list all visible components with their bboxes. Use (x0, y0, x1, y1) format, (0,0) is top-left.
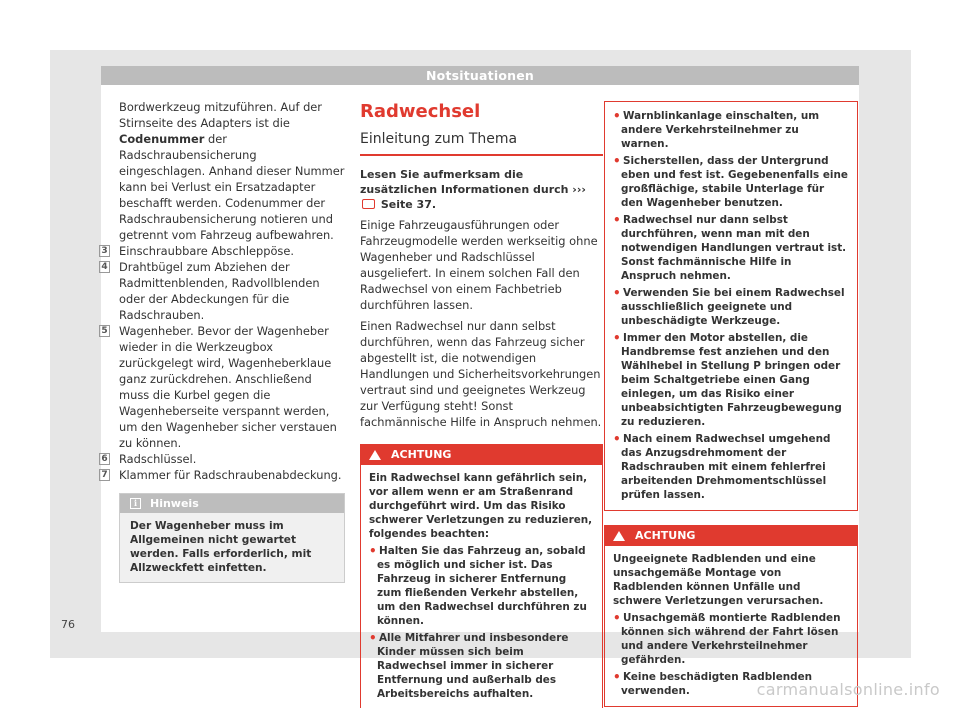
item-number-badge: 3 (99, 245, 110, 257)
warning-bullets (369, 544, 594, 701)
bullet-item: • Nach einem Radwechsel umgehend das Anzugsdrehmoment der Radschrauben mit einem fehlerfrei arbeitenden Drehmomentschlüssel prüfen lassen. (613, 432, 849, 502)
item-text: Klammer für Radschraubenabdeckung. (119, 468, 342, 482)
warning-intro: Ein Radwechsel kann gefährlich sein, vor allem wenn er am Straßenrand durchgeführt wird. Um das Risiko schwerer Verletzungen zu reduzieren, folgendes beachten: (369, 472, 593, 540)
note-text: Der Wagenheber muss im Allgemeinen nicht gewartet werden. Falls erforderlich, mit Allzweckfett einfetten. (120, 513, 344, 582)
warning-triangle-icon (369, 450, 381, 460)
tool-list-item (101, 243, 345, 259)
chapter-header: Notsituationen (101, 66, 859, 85)
info-icon: i (130, 498, 141, 509)
bullet-item: • Warnblinkanlage einschalten, um andere Verkehrsteilnehmer zu warnen. (613, 109, 849, 151)
warning-triangle-icon (613, 531, 625, 541)
item-number-badge: 6 (99, 453, 110, 465)
tool-list-item (101, 323, 345, 451)
warning-box-continued (604, 101, 858, 511)
lead-paragraph: Lesen Sie aufmerksam die zusätzlichen Informationen durch ››› Seite 37. (360, 168, 586, 211)
page-reference-link[interactable]: Seite 37. (380, 198, 437, 211)
note-box (119, 493, 345, 583)
left-column (101, 99, 345, 583)
item-text: Drahtbügel zum Abziehen der Radmittenblenden, Radvollblenden oder der Abdeckungen für die Radschrauben. (119, 260, 320, 322)
warning-title: ACHTUNG (635, 529, 696, 542)
paragraph-1: Einige Fahrzeugausführungen oder Fahrzeugmodelle werden werkseitig ohne Wagenheber und Radschlüssel ausgeliefert. In einem solchen Fall den Radwechsel von einem Fachbetrieb durchführen lassen. (360, 218, 598, 312)
tool-list-item (101, 259, 345, 323)
bullet-item: • Halten Sie das Fahrzeug an, sobald es möglich und sicher ist. Das Fahrzeug in sicherer Entfernung zum fließenden Verkehr abstellen, um den Radwechsel durchführen zu können. (369, 544, 594, 628)
note-title: Hinweis (150, 497, 199, 510)
bullet-item: • Radwechsel nur dann selbst durchführen, wenn man mit den notwendigen Handlungen vertraut ist. Sonst fachmännische Hilfe in Anspruch nehmen. (613, 213, 849, 283)
tool-list-item (101, 467, 345, 483)
item-number-badge: 5 (99, 325, 110, 337)
watermark: carmanualsonline.info (756, 680, 940, 699)
book-icon (362, 199, 375, 209)
item-number-badge: 4 (99, 261, 110, 273)
note-header (120, 494, 344, 513)
bullet-item: • Keine beschädigten Radblenden verwenden. (613, 670, 849, 698)
section-title: Radwechsel (360, 101, 481, 122)
bullet-item: • Unsachgemäß montierte Radblenden können sich während der Fahrt lösen und andere Verkehrsteilnehmer gefährden. (613, 611, 849, 667)
warning-title: ACHTUNG (391, 448, 452, 461)
bullet-item: • Alle Mitfahrer und insbesondere Kinder müssen sich beim Radwechsel immer in sicherer Entfernung und außerhalb des Arbeitsbereichs aufhalten. (369, 631, 594, 701)
middle-column (360, 101, 603, 708)
item-text: Radschlüssel. (119, 452, 197, 466)
warning-intro: Ungeeignete Radblenden und eine unsachgemäße Montage von Radblenden können Unfälle und schwere Verletzungen verursachen. (613, 553, 824, 607)
section-subtitle: Einleitung zum Thema (360, 130, 603, 156)
intro-paragraph: Bordwerkzeug mitzuführen. Auf der Stirnseite des Adapters ist die Codenummer der Radschraubensicherung eingeschlagen. Anhand dieser Nummer kann bei Verlust ein Ersatzadapter beschafft werden. Codenummer der Radschraubensicherung notieren und getrennt vom Fahrzeug aufbewahren. (119, 100, 345, 242)
warning-header (361, 445, 602, 465)
code-number-term: Codenummer (119, 132, 205, 146)
bullet-item: • Immer den Motor abstellen, die Handbremse fest anziehen und den Wählhebel in Stellung P bringen oder beim Schaltgetriebe einen Gang einlegen, um das Risiko einer unbeabsichtigten Fahrzeugbewegung zu reduzieren. (613, 331, 849, 429)
tool-list-item (101, 451, 345, 467)
bullet-item: • Sicherstellen, dass der Untergrund eben und fest ist. Gegebenenfalls eine großflächige, stabile Unterlage für den Wagenheber benutzen. (613, 154, 849, 210)
warning-box-1 (360, 444, 603, 708)
item-number-badge: 7 (99, 469, 110, 481)
warning-bullets-continued (605, 102, 857, 510)
page-number: 76 (61, 618, 75, 631)
warning-header (605, 526, 857, 546)
paragraph-2: Einen Radwechsel nur dann selbst durchführen, wenn das Fahrzeug sicher abgestellt ist, die notwendigen Handlungen und Sicherheitsvorkehrungen vertraut sind und geeignetes Werkzeug zur Verfügung steht! Sonst fachmännische Hilfe in Anspruch nehmen. (360, 319, 602, 429)
right-column (604, 101, 858, 707)
warning-body (361, 465, 602, 708)
item-text: Einschraubbare Abschleppöse. (119, 244, 294, 258)
item-text: Wagenheber. Bevor der Wagenheber wieder in die Werkzeugbox zurückgelegt wird, Wagenheberklaue ganz zurückdrehen. Anschließend muss die Kurbel gegen die Wagenheberseite verspannt werden, um den Wagenheber sicher verstauen zu können. (119, 324, 337, 450)
bullet-item: • Verwenden Sie bei einem Radwechsel ausschließlich geeignete und unbeschädigte Werkzeuge. (613, 286, 849, 328)
tool-list (101, 243, 345, 483)
